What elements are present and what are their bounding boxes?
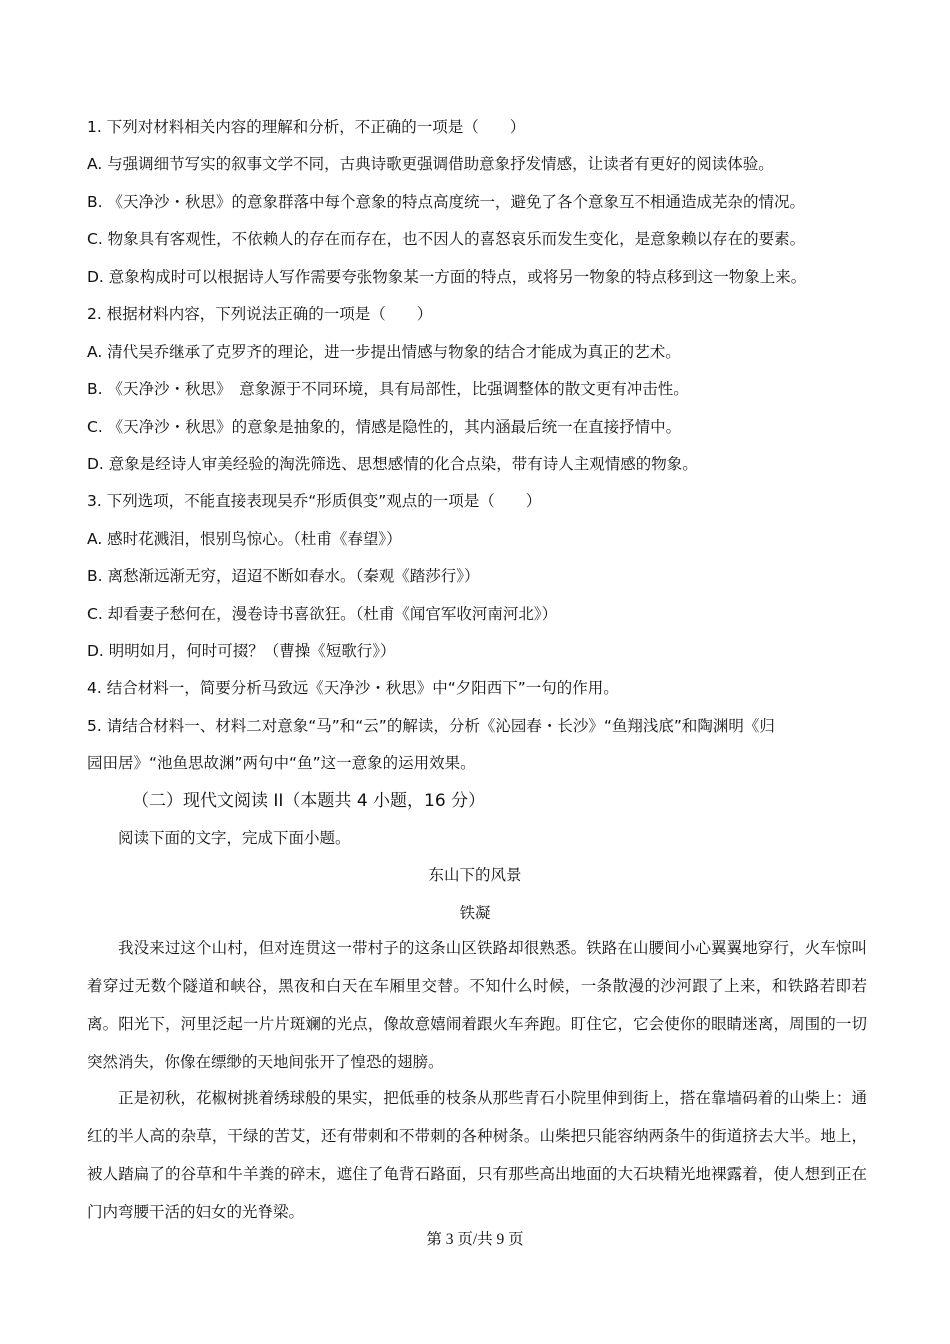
page-footer: 第 3 页/共 9 页 [426,1231,524,1248]
question-2-stem: 2. 根据材料内容，下列说法正确的一项是（ ） [87,305,433,323]
question-5-line-1: 5. 请结合材料一、材料二对意象“马”和“云”的解读，分析《沁园春・长沙》“鱼翔浅底”和陶渊明《归 [87,717,775,735]
question-1-stem: 1. 下列对材料相关内容的理解和分析，不正确的一项是（ ） [87,118,526,136]
question-1-option-c: C. 物象具有客观性，不依赖人的存在而存在，也不因人的喜怒哀乐而发生变化，是意象赖以存在的要素。 [87,230,806,248]
article-title: 东山下的风景 [428,866,522,884]
question-2-option-b: B. 《天净沙・秋思》 意象源于不同环境，具有局部性，比强调整体的散文更有冲击性。 [87,380,689,398]
question-3-option-a: A. 感时花溅泪，恨别鸟惊心。（杜甫《春望》） [87,530,402,548]
question-3-option-c: C. 却看妻子愁何在，漫卷诗书喜欲狂。（杜甫《闻官军收河南河北》） [87,605,558,623]
section-title: （二）现代文阅读 II（本题共 4 小题，16 分） [132,791,486,811]
article-author: 铁凝 [459,904,491,922]
question-4: 4. 结合材料一，简要分析马致远《天净沙・秋思》中“夕阳西下”一句的作用。 [87,679,619,697]
article-paragraph-2: 正是初秋，花椒树挑着绣球般的果实，把低垂的枝条从那些青石小院里伸到街上，搭在靠墙码着的山柴上：通红的半人高的杂草，干绿的苦艾，还有带刺和不带刺的各种树条。山柴把只能容纳两条牛的街道挤去大半。地上，被人踏扁了的谷草和牛羊粪的碎末，遮住了龟背石路面，只有那些高出地面的大石块精光地裸露着，使人想到正在门内弯腰干活的妇女的光脊梁。 [87,1089,867,1221]
question-2-option-c: C. 《天净沙・秋思》的意象是抽象的，情感是隐性的，其内涵最后统一在直接抒情中。 [87,418,682,436]
question-5-line-2: 园田居》“池鱼思故渊”两句中“鱼”这一意象的运用效果。 [87,754,476,772]
question-3-stem: 3. 下列选项，不能直接表现吴乔“形质俱变”观点的一项是（ ） [87,492,542,510]
question-3-option-d: D. 明明如月，何时可掇？（曹操《短歌行》） [87,642,396,660]
article-paragraph-1: 我没来过这个山村，但对连贯这一带村子的这条山区铁路却很熟悉。铁路在山腰间小心翼翼地穿行，火车惊叫着穿过无数个隧道和峡谷，黑夜和白天在车厢里交替。不知什么时候，一条散漫的沙河跟了上来，和铁路若即若离。阳光下，河里泛起一片片斑斓的光点，像故意嬉闹着跟火车奔跑。盯住它，它会使你的眼睛迷离，周围的一切突然消失，你像在缥缈的天地间张开了惶恐的翅膀。 [87,939,867,1071]
question-2-option-d: D. 意象是经诗人审美经验的淘洗筛选、思想感情的化合点染，带有诗人主观情感的物象。 [87,455,698,473]
question-1-option-b: B. 《天净沙・秋思》的意象群落中每个意象的特点高度统一，避免了各个意象互不相通造成芜杂的情况。 [87,193,805,211]
question-3-option-b: B. 离愁渐远渐无穷，迢迢不断如春水。（秦观《踏莎行》） [87,567,480,585]
question-2-option-a: A. 清代吴乔继承了克罗齐的理论，进一步提出情感与物象的结合才能成为真正的艺术。 [87,343,681,361]
reading-instruction: 阅读下面的文字，完成下面小题。 [118,829,351,847]
question-1-option-a: A. 与强调细节写实的叙事文学不同，古典诗歌更强调借助意象抒发情感，让读者有更好的阅读体验。 [87,155,774,173]
question-1-option-d: D. 意象构成时可以根据诗人写作需要夸张物象某一方面的特点，或将另一物象的特点移到这一物象上来。 [87,268,807,286]
